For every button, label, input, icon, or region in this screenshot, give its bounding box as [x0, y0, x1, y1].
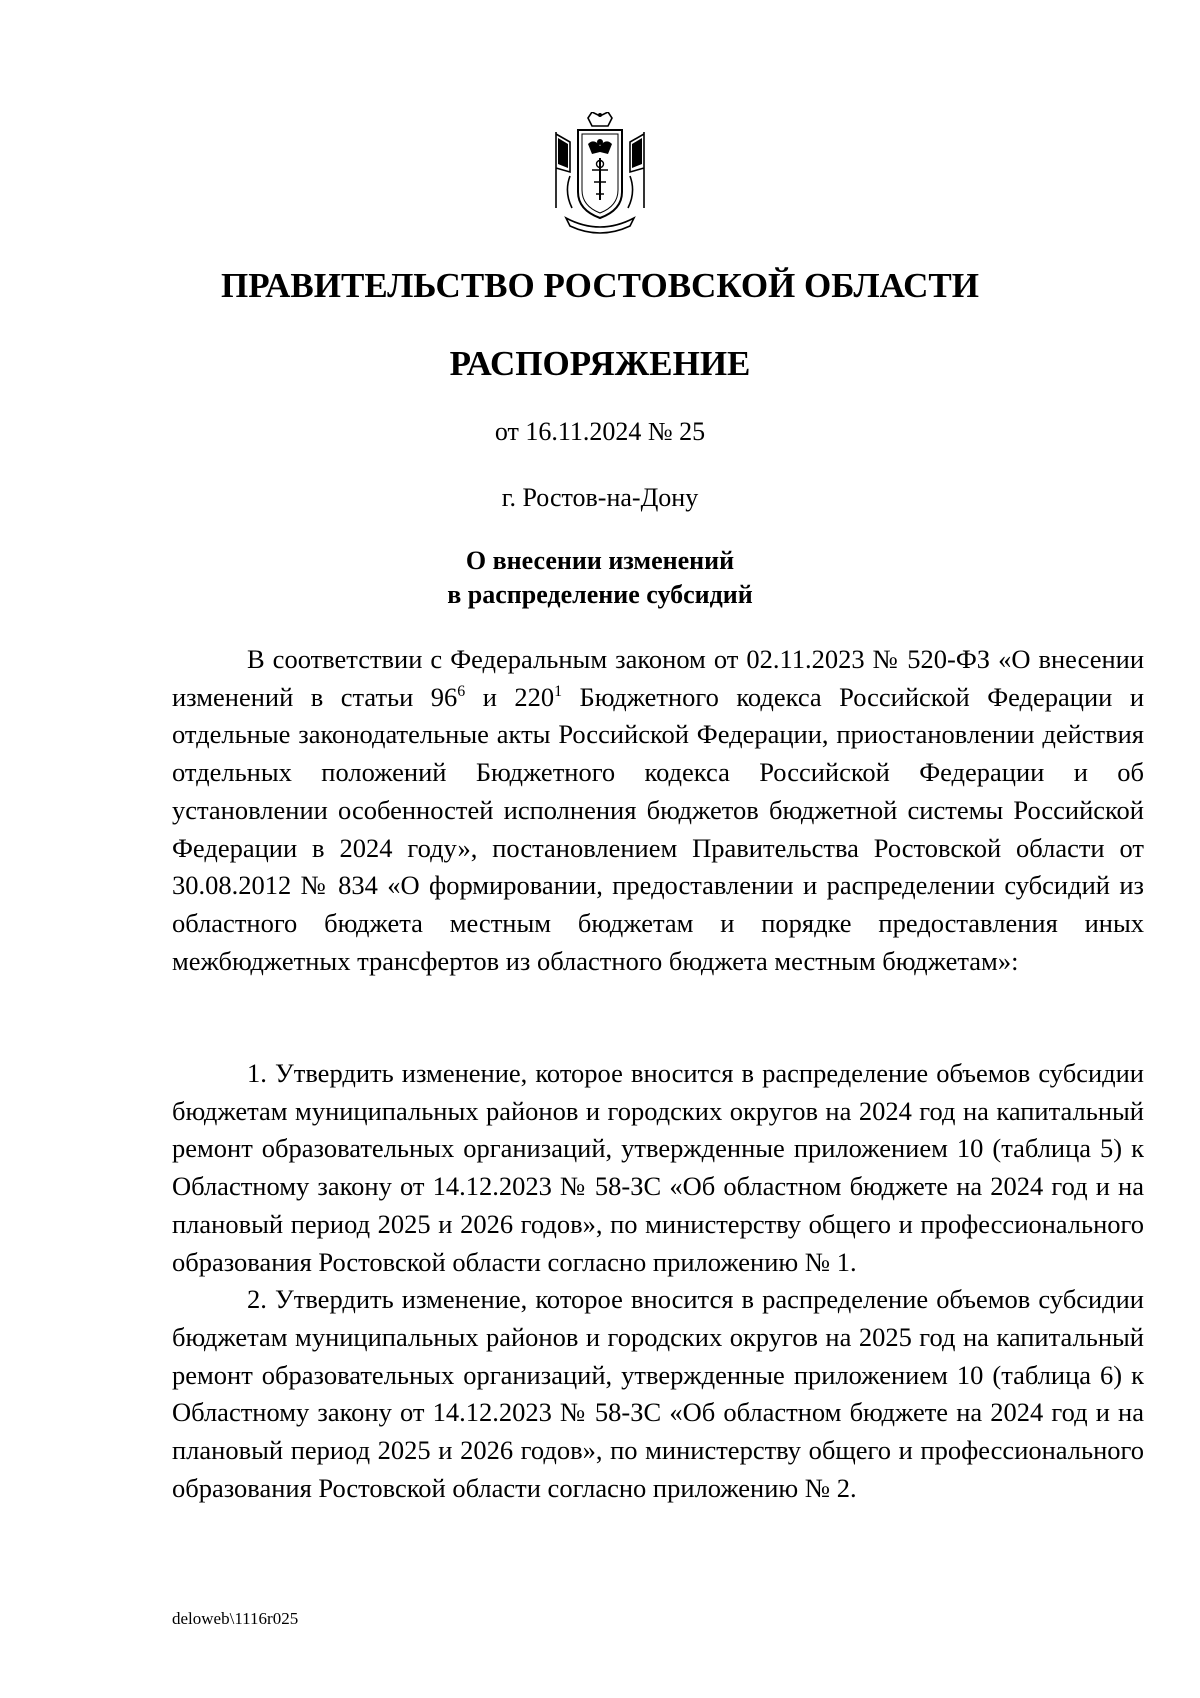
item-paragraph-1: 1. Утвердить изменение, которое вносится в распределение объемов субсидии бюджетам муниципальных районов и городских округов на 2024 год на капитальный ремонт образовательных организаций, утвержденные приложением 10 (таблица 5) к Областному закону от 14.12.2023 № 58-ЗС «Об областном бюджете на 2024 год и на плановый период 2025 и 2026 годов», по министерству общего и профессионального образования Ростовской области согласно приложению № 1. [172, 1058, 1144, 1277]
footer-document-code: deloweb\1116r025 [172, 1609, 299, 1628]
preamble-text-part-2: и 220 [465, 681, 555, 712]
document-subject [0, 544, 1200, 612]
preamble-text-part-3: Бюджетного кодекса Российской Федерации и отдельные законодательные акты Российской Федерации, приостановлении действия отдельных положений Бюджетного кодекса Российской Федерации и об установлении особенностей исполнения бюджетов бюджетной системы Российской Федерации в 2024 году», постановлением Правительства Ростовской области от 30.08.2012 № 834 «О формировании, предоставлении и распределении субсидий из областного бюджета местным бюджетам и порядке предоставления иных межбюджетных трансфертов из областного бюджета местным бюджетам»: [172, 681, 1144, 976]
preamble-text-part-1: В соответствии с Федеральным законом от 02.11.2023 № 520-ФЗ «О внесении изменений в статьи 96 [172, 644, 1144, 712]
document-city: г. Ростов-на-Дону [501, 483, 699, 512]
preamble-superscript-1: 6 [457, 682, 466, 700]
subject-line-2: в распределение субсидий [447, 580, 753, 609]
items-section [172, 1055, 1144, 1507]
document-date-number: от 16.11.2024 № 25 [494, 417, 706, 446]
preamble-section [172, 641, 1144, 980]
document-type: РАСПОРЯЖЕНИЕ [449, 344, 751, 383]
coat-of-arms-icon [548, 112, 652, 240]
preamble-superscript-2: 1 [554, 682, 563, 700]
item-paragraph-2: 2. Утвердить изменение, которое вносится в распределение объемов субсидии бюджетам муниципальных районов и городских округов на 2025 год на капитальный ремонт образовательных организаций, утвержденные приложением 10 (таблица 6) к Областному закону от 14.12.2023 № 58-ЗС «Об областном бюджете на 2024 год и на плановый период 2025 и 2026 годов», по министерству общего и профессионального образования Ростовской области согласно приложению № 2. [172, 1284, 1144, 1503]
government-title: ПРАВИТЕЛЬСТВО РОСТОВСКОЙ ОБЛАСТИ [221, 266, 979, 305]
subject-line-1: О внесении изменений [465, 546, 735, 575]
preamble-paragraph [172, 641, 1144, 980]
